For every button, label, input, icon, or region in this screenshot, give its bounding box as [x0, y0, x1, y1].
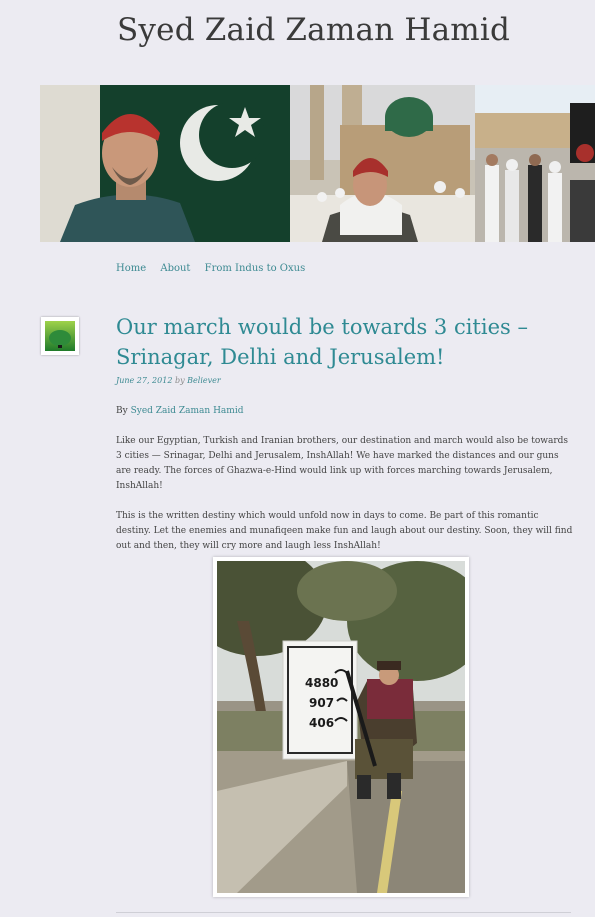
photo-image	[217, 561, 465, 893]
sign-distance-jerusalem: 4880	[305, 676, 339, 690]
author-avatar[interactable]	[41, 317, 79, 355]
header-banner	[40, 85, 595, 242]
post-divider	[116, 912, 571, 913]
nav-about[interactable]: About	[160, 263, 191, 274]
byline-author-link[interactable]: Syed Zaid Zaman Hamid	[130, 406, 244, 416]
post-meta-by: by	[174, 376, 185, 385]
post-paragraph: Like our Egyptian, Turkish and Iranian brothers, our destination and march would also be towards 3 cities — Srinagar, Delhi and Jerusalem, InshAllah! We have marked the distances and our guns are ready. The forces of Ghazwa-e-Hind would link up with forces marching towards Jerusalem, InshAllah!	[116, 436, 568, 491]
post-date[interactable]: June 27, 2012	[116, 376, 173, 385]
byline-prefix: By	[116, 406, 128, 416]
main-nav	[116, 263, 316, 274]
nav-from-indus-to-oxus[interactable]: From Indus to Oxus	[204, 263, 306, 274]
post-meta	[116, 376, 221, 385]
site-title[interactable]: Syed Zaid Zaman Hamid	[117, 12, 511, 48]
avatar-image	[45, 321, 75, 351]
post-content	[116, 404, 576, 569]
post-author[interactable]: Believer	[187, 376, 221, 385]
post-title[interactable]: Our march would be towards 3 cities – Srinagar, Delhi and Jerusalem!	[116, 315, 528, 369]
post-paragraph: This is the written destiny which would unfold now in days to come. Be part of this romantic destiny. Let the enemies and munafiqeen make fun and laugh about our destiny. Soon, they will find out and then, they will cry more and laugh less InshAllah!	[116, 511, 573, 551]
post-photo[interactable]	[213, 557, 469, 897]
nav-home[interactable]: Home	[116, 263, 147, 274]
sign-distance-srinagar: 406	[309, 716, 335, 730]
byline	[116, 404, 576, 419]
sign-distance-delhi: 907	[309, 696, 335, 710]
